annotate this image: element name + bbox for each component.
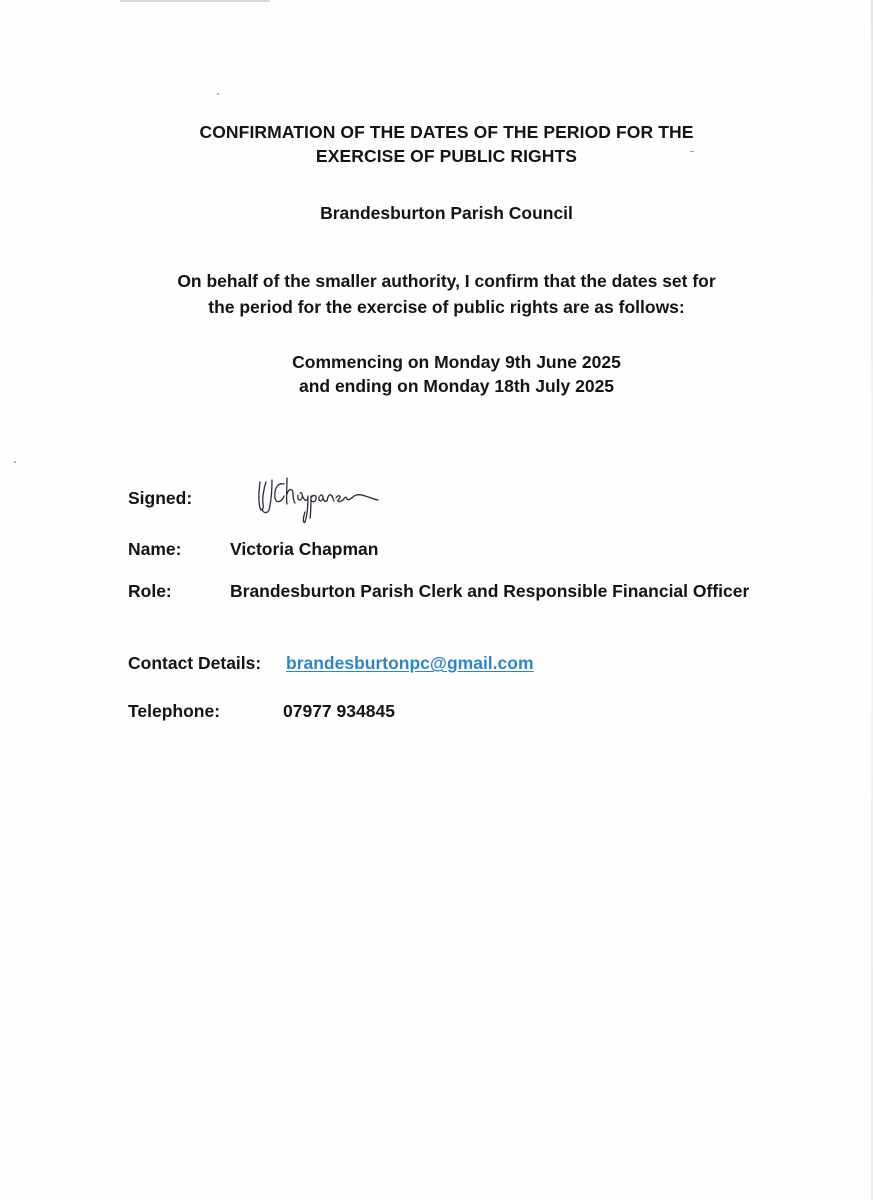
role-value: Brandesburton Parish Clerk and Responsible Financial Officer xyxy=(230,581,750,601)
document-title xyxy=(10,120,873,168)
council-name: Brandesburton Parish Council xyxy=(320,203,573,223)
period-dates xyxy=(20,350,873,398)
title-line-2: EXERCISE OF PUBLIC RIGHTS xyxy=(315,146,578,166)
name-value: Victoria Chapman xyxy=(230,539,379,559)
confirmation-statement xyxy=(10,268,873,320)
scan-speck xyxy=(217,93,219,95)
commencing-date: Commencing on Monday 9th June 2025 xyxy=(292,352,621,372)
role-label: Role: xyxy=(128,581,172,601)
scan-speck xyxy=(14,461,16,463)
handwritten-signature-icon xyxy=(250,468,390,528)
statement-line-2: the period for the exercise of public rights are as follows: xyxy=(208,297,685,317)
statement-line-1: On behalf of the smaller authority, I confirm that the dates set for xyxy=(177,271,716,291)
title-line-1: CONFIRMATION OF THE DATES OF THE PERIOD FOR THE xyxy=(199,122,694,142)
telephone-label: Telephone: xyxy=(128,701,221,721)
name-label: Name: xyxy=(128,539,182,559)
signed-label: Signed: xyxy=(128,488,193,508)
scan-edge-top xyxy=(120,0,270,2)
ending-date: and ending on Monday 18th July 2025 xyxy=(298,376,615,396)
telephone-value: 07977 934845 xyxy=(283,701,395,721)
contact-email-link[interactable]: brandesburtonpc@gmail.com xyxy=(286,653,534,673)
contact-label: Contact Details: xyxy=(128,653,262,673)
